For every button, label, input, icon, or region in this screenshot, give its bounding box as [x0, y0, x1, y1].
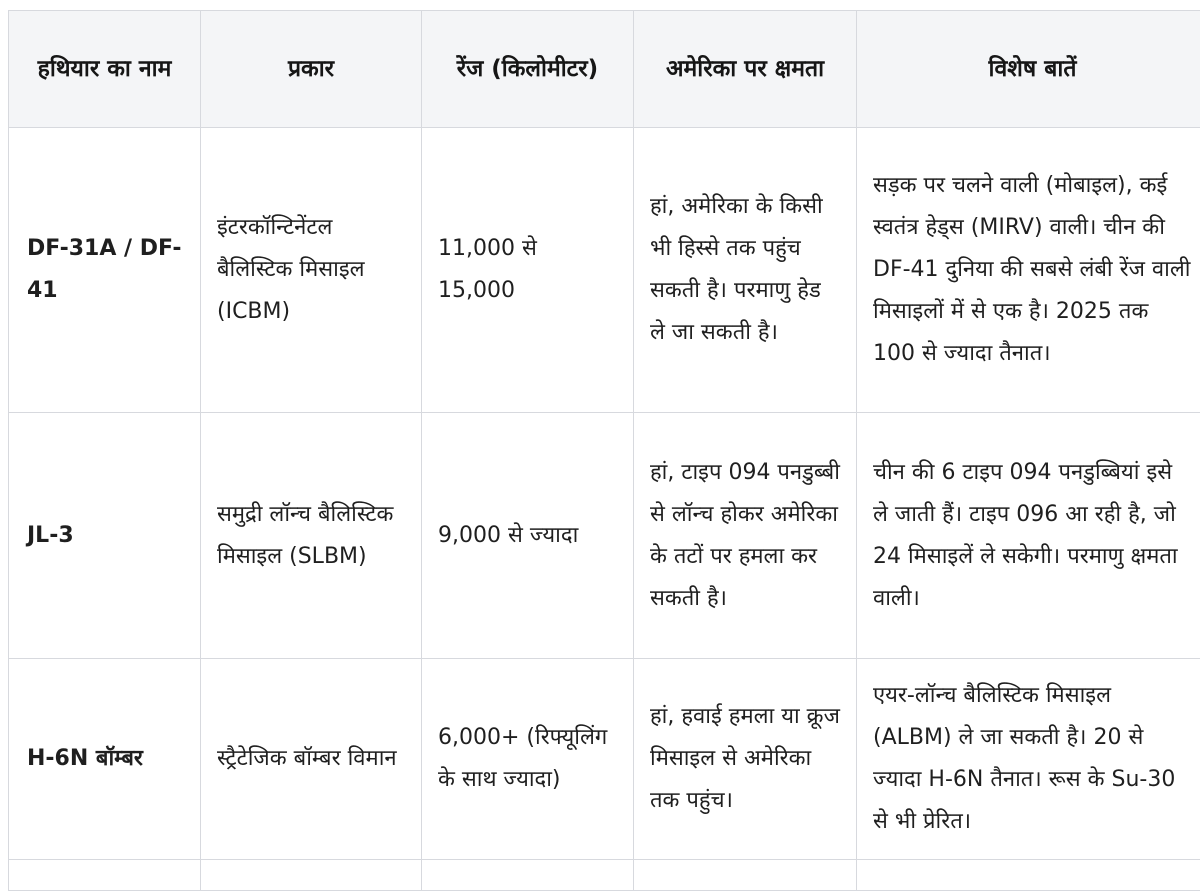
cell-notes: सड़क पर चलने वाली (मोबाइल), कई स्वतंत्र हेड्स (MIRV) वाली। चीन की DF-41 दुनिया की सबसे लंबी रेंज वाली मिसाइलों में से एक है। 2025 तक 100 से ज्यादा तैनात। — [857, 128, 1200, 413]
cell-notes: चीन की 6 टाइप 094 पनडुब्बियां इसे ले जाती हैं। टाइप 096 आ रही है, जो 24 मिसाइलें ले सकेगी। परमाणु क्षमता वाली। — [857, 413, 1200, 659]
header-special-notes: विशेष बातें — [857, 11, 1200, 128]
cell-weapon-name: H-6N बॉम्बर — [9, 659, 201, 860]
header-us-capability: अमेरिका पर क्षमता — [634, 11, 857, 128]
cell-range: 11,000 से 15,000 — [422, 128, 634, 413]
cell-type: स्ट्रैटेजिक बॉम्बर विमान — [201, 659, 422, 860]
cell-empty — [634, 860, 857, 891]
cell-notes: एयर-लॉन्च बैलिस्टिक मिसाइल (ALBM) ले जा सकती है। 20 से ज्यादा H-6N तैनात। रूस के Su-30 से भी प्रेरित। — [857, 659, 1200, 860]
cell-empty — [857, 860, 1200, 891]
header-weapon-name: हथियार का नाम — [9, 11, 201, 128]
cell-type: समुद्री लॉन्च बैलिस्टिक मिसाइल (SLBM) — [201, 413, 422, 659]
cell-capability: हां, टाइप 094 पनडुब्बी से लॉन्च होकर अमेरिका के तटों पर हमला कर सकती है। — [634, 413, 857, 659]
cell-empty — [201, 860, 422, 891]
weapons-table — [8, 10, 1200, 891]
cell-capability: हां, हवाई हमला या क्रूज मिसाइल से अमेरिका तक पहुंच। — [634, 659, 857, 860]
cell-weapon-name: JL-3 — [9, 413, 201, 659]
table-row-partial — [9, 860, 1200, 891]
cell-empty — [9, 860, 201, 891]
header-range: रेंज (किलोमीटर) — [422, 11, 634, 128]
table-header-row — [9, 11, 1200, 128]
header-type: प्रकार — [201, 11, 422, 128]
cell-range: 6,000+ (रिफ्यूलिंग के साथ ज्यादा) — [422, 659, 634, 860]
cell-capability: हां, अमेरिका के किसी भी हिस्से तक पहुंच सकती है। परमाणु हेड ले जा सकती है। — [634, 128, 857, 413]
cell-range: 9,000 से ज्यादा — [422, 413, 634, 659]
table-row — [9, 413, 1200, 659]
cell-weapon-name: DF-31A / DF-41 — [9, 128, 201, 413]
cell-type: इंटरकॉन्टिनेंटल बैलिस्टिक मिसाइल (ICBM) — [201, 128, 422, 413]
table-container — [8, 10, 1200, 891]
table-row — [9, 659, 1200, 860]
cell-empty — [422, 860, 634, 891]
table-row — [9, 128, 1200, 413]
